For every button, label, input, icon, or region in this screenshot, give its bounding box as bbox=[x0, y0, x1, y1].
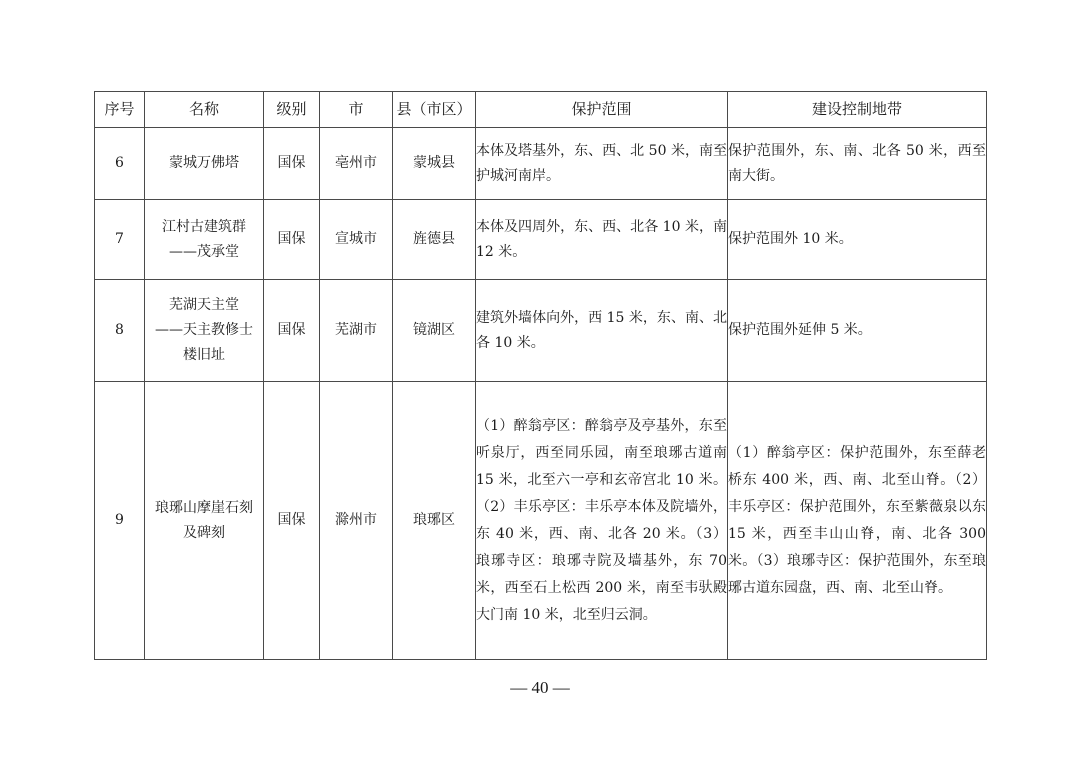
row-name-line: ——天主教修士 bbox=[155, 322, 253, 338]
row-construction-control-zone: （1）醉翁亭区：保护范围外，东至薛老桥东 400 米，西、南、北至山脊。（2）丰乐亭区：保护范围外，东至紫薇泉以东 15 米，西至丰山山脊，南、北各 300 米。（3）琅琊寺区：保护范围外，东至琅琊古道东园盘，西、南、北至山脊。 bbox=[728, 382, 987, 660]
row-construction-control-zone: 保护范围外，东、南、北各 50 米，西至南大街。 bbox=[728, 128, 987, 200]
table-header-row bbox=[95, 92, 987, 128]
header-protection-scope: 保护范围 bbox=[476, 92, 728, 128]
header-index: 序号 bbox=[95, 92, 145, 128]
row-level: 国保 bbox=[264, 128, 320, 200]
row-name-line: 蒙城万佛塔 bbox=[169, 155, 239, 171]
table-row bbox=[95, 382, 987, 660]
row-name bbox=[145, 382, 264, 660]
row-name-line: 楼旧址 bbox=[183, 347, 225, 363]
row-name bbox=[145, 200, 264, 280]
row-name bbox=[145, 280, 264, 382]
row-name-line: 琅琊山摩崖石刻 bbox=[155, 499, 253, 516]
row-construction-control-zone: 保护范围外 10 米。 bbox=[728, 200, 987, 280]
row-county: 旌德县 bbox=[393, 200, 476, 280]
row-protection-scope: （1）醉翁亭区：醉翁亭及亭基外，东至听泉厅，西至同乐园，南至琅琊古道南 15 米，北至六一亭和玄帝宫北 10 米。（2）丰乐亭区：丰乐亭本体及院墙外，东 40 米，西、南、北各 20 米。（3）琅琊寺区：琅琊寺院及墙基外，东 70 米，西至石上松西 200 米，南至韦驮殿大门南 10 米，北至归云洞。 bbox=[476, 382, 728, 660]
header-name: 名称 bbox=[145, 92, 264, 128]
header-level: 级别 bbox=[264, 92, 320, 128]
row-name-line: 芜湖天主堂 bbox=[169, 297, 239, 313]
row-county: 蒙城县 bbox=[393, 128, 476, 200]
table-row bbox=[95, 280, 987, 382]
page-number: — 40 — bbox=[510, 678, 570, 697]
row-index: 8 bbox=[95, 280, 145, 382]
table-row bbox=[95, 200, 987, 280]
table-row bbox=[95, 128, 987, 200]
row-city: 宣城市 bbox=[320, 200, 393, 280]
header-county: 县（市区） bbox=[393, 92, 476, 128]
row-county: 琅琊区 bbox=[393, 382, 476, 660]
row-city: 亳州市 bbox=[320, 128, 393, 200]
row-construction-control-zone: 保护范围外延伸 5 米。 bbox=[728, 280, 987, 382]
row-index: 9 bbox=[95, 382, 145, 660]
heritage-protection-table bbox=[94, 91, 987, 660]
row-city: 芜湖市 bbox=[320, 280, 393, 382]
header-construction-control-zone: 建设控制地带 bbox=[728, 92, 987, 128]
row-name-line: ——茂承堂 bbox=[169, 243, 239, 260]
header-city: 市 bbox=[320, 92, 393, 128]
row-city: 滁州市 bbox=[320, 382, 393, 660]
row-level: 国保 bbox=[264, 382, 320, 660]
row-name-line: 及碑刻 bbox=[183, 524, 225, 541]
row-protection-scope: 建筑外墙体向外，西 15 米，东、南、北各 10 米。 bbox=[476, 280, 728, 382]
row-name-line: 江村古建筑群 bbox=[162, 218, 246, 235]
row-index: 6 bbox=[95, 128, 145, 200]
row-protection-scope: 本体及塔基外，东、西、北 50 米，南至护城河南岸。 bbox=[476, 128, 728, 200]
row-level: 国保 bbox=[264, 280, 320, 382]
row-county: 镜湖区 bbox=[393, 280, 476, 382]
row-level: 国保 bbox=[264, 200, 320, 280]
row-name bbox=[145, 128, 264, 200]
row-index: 7 bbox=[95, 200, 145, 280]
row-protection-scope: 本体及四周外，东、西、北各 10 米，南 12 米。 bbox=[476, 200, 728, 280]
